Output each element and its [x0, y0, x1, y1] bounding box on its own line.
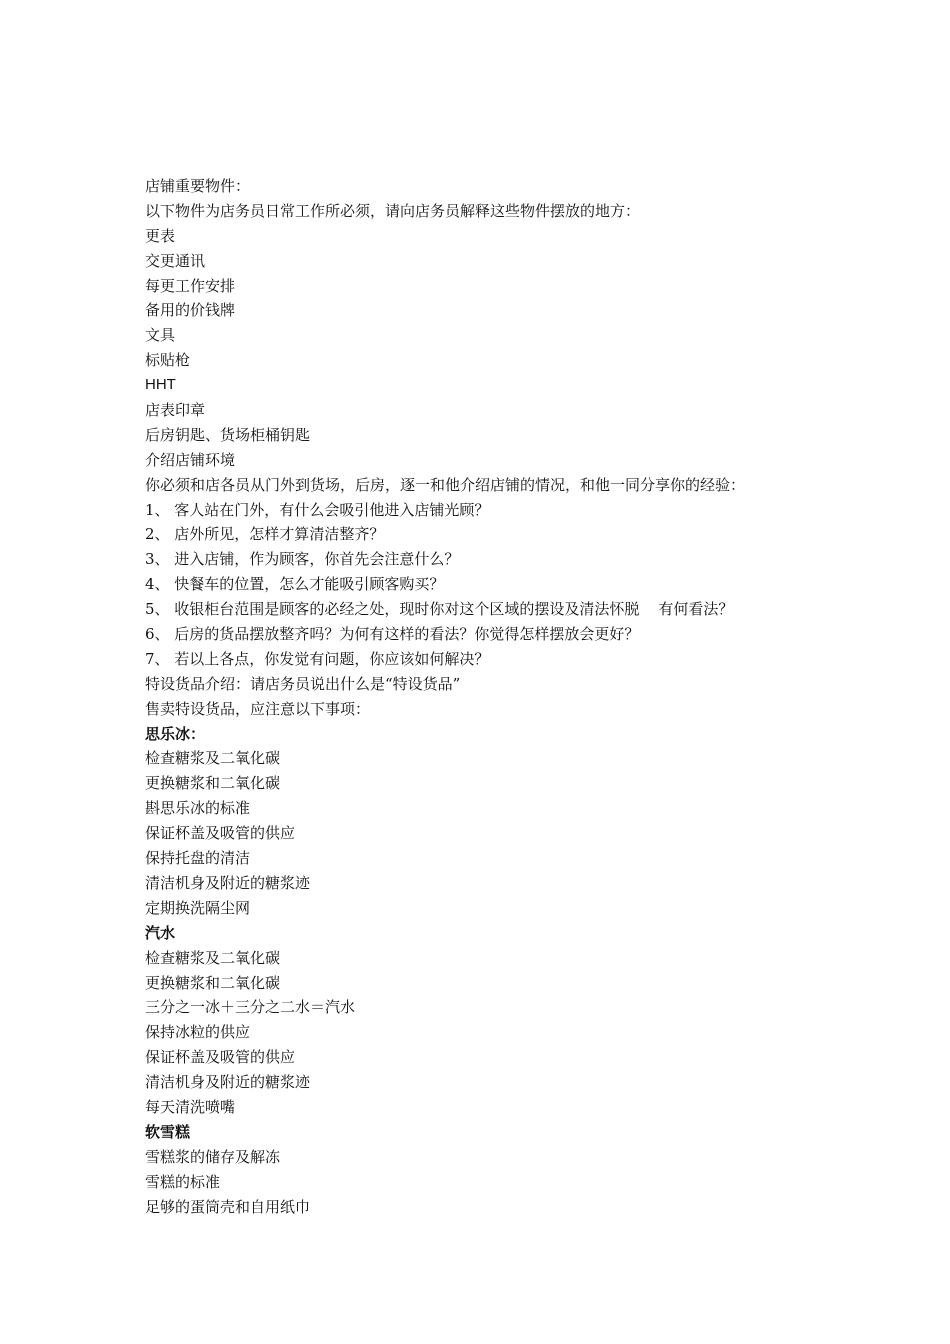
text-line: 更换糖浆和二氧化碳	[145, 973, 281, 992]
document-body	[145, 174, 905, 1219]
text-line: 2、 店外所见，怎样才算清洁整齐？	[145, 525, 385, 544]
text-line: 你必须和店各员从门外到货场，后房，逐一和他介绍店铺的情况，和他一同分享你的经验：	[145, 475, 746, 494]
text-line: 更表	[145, 226, 176, 245]
text-line: 备用的价钱牌	[145, 301, 236, 320]
text-line: 保证杯盖及吸管的供应	[145, 1048, 296, 1067]
section-heading: 思乐冰：	[145, 724, 206, 743]
text-line: 定期换洗隔尘网	[145, 898, 251, 917]
text-line: 文具	[145, 326, 176, 345]
text-line: 保持冰粒的供应	[145, 1023, 251, 1042]
text-line: 交更通讯	[145, 251, 206, 270]
text-line: 斟思乐冰的标准	[145, 799, 251, 818]
text-line: 售卖特设货品，应注意以下事项：	[145, 699, 371, 718]
section-heading: 汽水	[145, 923, 176, 942]
text-line: 店表印章	[145, 401, 206, 420]
text-line: 清洁机身及附近的糖浆迹	[145, 1073, 311, 1092]
text-line: 足够的蛋筒壳和自用纸巾	[145, 1197, 311, 1216]
text-line: 1、 客人站在门外，有什么会吸引他进入店铺光顾？	[145, 500, 490, 519]
text-line: 6、 后房的货品摆放整齐吗？为何有这样的看法？你觉得怎样摆放会更好？	[145, 625, 640, 644]
text-line: 保证杯盖及吸管的供应	[145, 824, 296, 843]
text-line: 4、 快餐车的位置，怎么才能吸引顾客购买？	[145, 575, 445, 594]
text-line: 检查糖浆及二氧化碳	[145, 749, 281, 768]
text-line: 介绍店铺环境	[145, 450, 236, 469]
text-line: 5、 收银柜台范围是顾客的必经之处，现时你对这个区域的摆设及清法怀脱 有何看法？	[145, 600, 734, 619]
text-line: 后房钥匙、货场柜桶钥匙	[145, 425, 311, 444]
text-line: 雪糕的标准	[145, 1172, 221, 1191]
text-line: 清洁机身及附近的糖浆迹	[145, 873, 311, 892]
text-line: 雪糕浆的储存及解冻	[145, 1147, 281, 1166]
text-line: 7、 若以上各点，你发觉有问题，你应该如何解决？	[145, 649, 490, 668]
text-line: 三分之一冰＋三分之二水＝汽水	[145, 998, 356, 1017]
text-line: 每天清洗喷嘴	[145, 1097, 236, 1116]
text-line: 更换糖浆和二氧化碳	[145, 774, 281, 793]
section-heading: 软雪糕	[145, 1122, 191, 1141]
text-line: 以下物件为店务员日常工作所必须，请向店务员解释这些物件摆放的地方：	[145, 201, 641, 220]
text-line: 保持托盘的清洁	[145, 849, 251, 868]
text-line: 检查糖浆及二氧化碳	[145, 948, 281, 967]
text-line: 每更工作安排	[145, 276, 236, 295]
text-line: 3、 进入店铺，作为顾客，你首先会注意什么？	[145, 550, 460, 569]
text-line: 标贴枪	[145, 351, 191, 370]
text-line: 店铺重要物件：	[145, 177, 251, 195]
text-line: HHT	[145, 376, 176, 394]
text-line: 特设货品介绍：请店务员说出什么是“特设货品”	[145, 674, 461, 693]
